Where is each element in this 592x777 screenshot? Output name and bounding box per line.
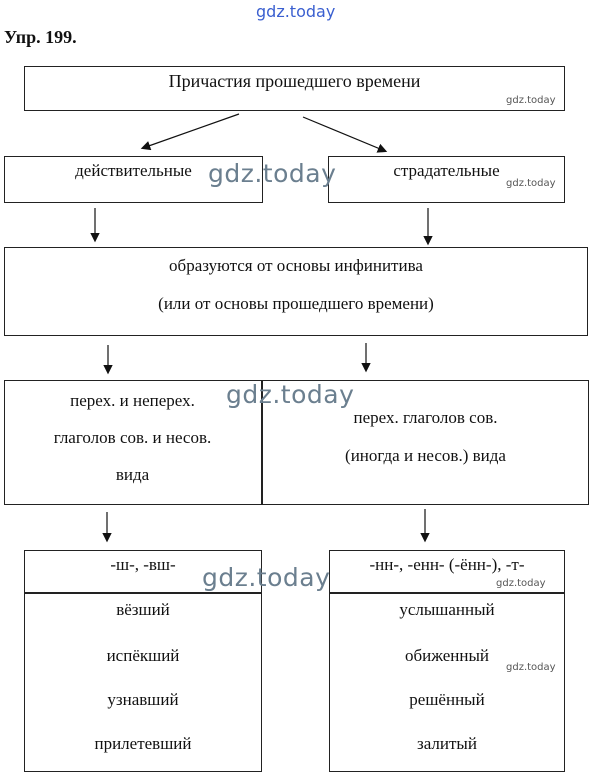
- root-label: Причастия прошедшего времени: [168, 71, 421, 91]
- formation-line1: образуются от основы инфинитива: [169, 256, 423, 275]
- watermark-types: gdz.today: [208, 159, 337, 188]
- right-suffix-divider: [329, 592, 565, 594]
- left-example-4: прилетевший: [94, 734, 192, 753]
- left-verbs-line3: вида: [115, 465, 150, 484]
- left-example-3: узнавший: [107, 690, 179, 709]
- watermark-top: gdz.today: [256, 2, 336, 21]
- left-verbs-line2: глаголов сов. и несов.: [53, 428, 212, 447]
- right-verbs-line2: (иногда и несов.) вида: [345, 446, 506, 465]
- formation-line2: (или от основы прошедшего времени): [158, 294, 434, 313]
- left-example-2: испёкший: [106, 646, 180, 665]
- watermark-root: gdz.today: [506, 95, 556, 106]
- arrow-root-to-left: [143, 114, 239, 148]
- right-example-2: обиженный: [404, 646, 490, 665]
- right-suffix-header: -нн-, -енн- (-ённ-), -т-: [369, 555, 525, 574]
- right-example-1: услышанный: [399, 600, 495, 619]
- right-type-label: страдательные: [393, 161, 500, 180]
- left-suffix-header: -ш-, -вш-: [110, 555, 176, 574]
- watermark-right-suffix: gdz.today: [496, 578, 546, 589]
- left-example-1: вёзший: [116, 600, 170, 619]
- right-example-3: решённый: [409, 690, 485, 709]
- left-verbs-line1: перех. и неперех.: [70, 391, 195, 410]
- right-verbs-line1: перех. глаголов сов.: [353, 408, 498, 427]
- exercise-title: Упр. 199.: [4, 27, 77, 47]
- right-example-4: залитый: [417, 734, 477, 753]
- left-type-label: действительные: [75, 161, 192, 180]
- watermark-verbs: gdz.today: [226, 380, 355, 409]
- watermark-right-type: gdz.today: [506, 178, 556, 189]
- watermark-right-examples: gdz.today: [506, 662, 556, 673]
- arrow-root-to-right: [303, 117, 385, 151]
- watermark-suffix: gdz.today: [202, 563, 331, 592]
- left-suffix-divider: [24, 592, 262, 594]
